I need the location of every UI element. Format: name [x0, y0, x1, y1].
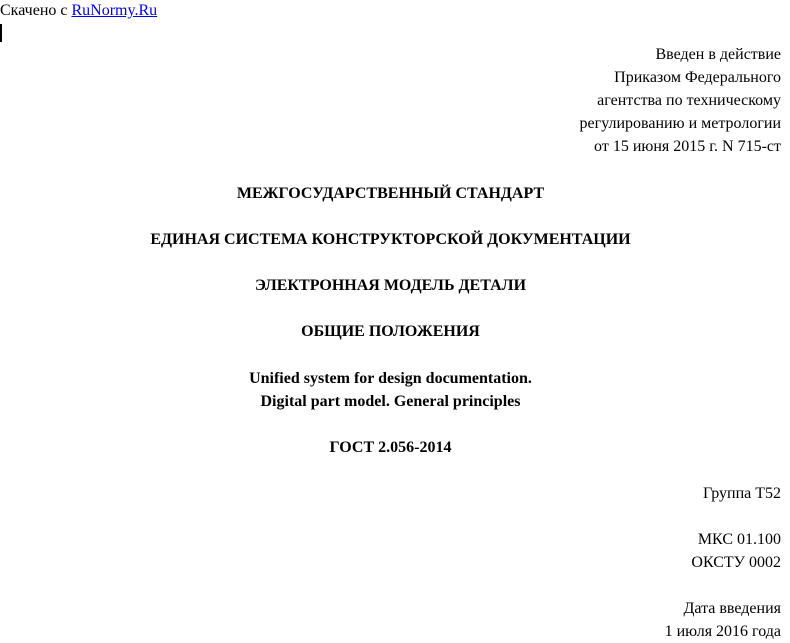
subject-heading: ЭЛЕКТРОННАЯ МОДЕЛЬ ДЕТАЛИ — [254, 277, 527, 294]
english-title-line-1: Unified system for design documentation. — [249, 370, 532, 387]
enactment-line-3: агентства по техническому — [597, 92, 781, 109]
gost-designation: ГОСТ 2.056-2014 — [329, 439, 452, 456]
enactment-line-4: регулированию и метрологии — [579, 115, 781, 132]
introduction-label: Дата введения — [683, 600, 781, 617]
enactment-line-1: Введен в действие — [655, 46, 781, 63]
enactment-block — [580, 43, 781, 158]
runormy-link[interactable]: RuNormy.Ru — [71, 2, 158, 19]
mks-code: МКС 01.100 — [697, 531, 781, 548]
introduction-block — [665, 597, 781, 643]
classification-block — [691, 528, 781, 574]
introduction-date: 1 июля 2016 года — [664, 623, 781, 640]
system-heading: ЕДИНАЯ СИСТЕМА КОНСТРУКТОРСКОЙ ДОКУМЕНТАЦИИ — [150, 231, 631, 248]
source-line — [0, 0, 157, 22]
text-cursor — [0, 24, 2, 42]
okstu-code: ОКСТУ 0002 — [691, 554, 781, 571]
group-block — [703, 482, 781, 505]
english-title-line-2: Digital part model. General principles — [260, 393, 521, 410]
group-code: Группа Т52 — [702, 485, 781, 502]
enactment-line-5: от 15 июня 2015 г. N 715-ст — [594, 138, 781, 155]
source-prefix: Скачено с — [0, 2, 72, 19]
section-heading: ОБЩИЕ ПОЛОЖЕНИЯ — [301, 323, 480, 340]
standard-type-heading: МЕЖГОСУДАРСТВЕННЫЙ СТАНДАРТ — [236, 185, 545, 202]
enactment-line-2: Приказом Федерального — [614, 69, 781, 86]
